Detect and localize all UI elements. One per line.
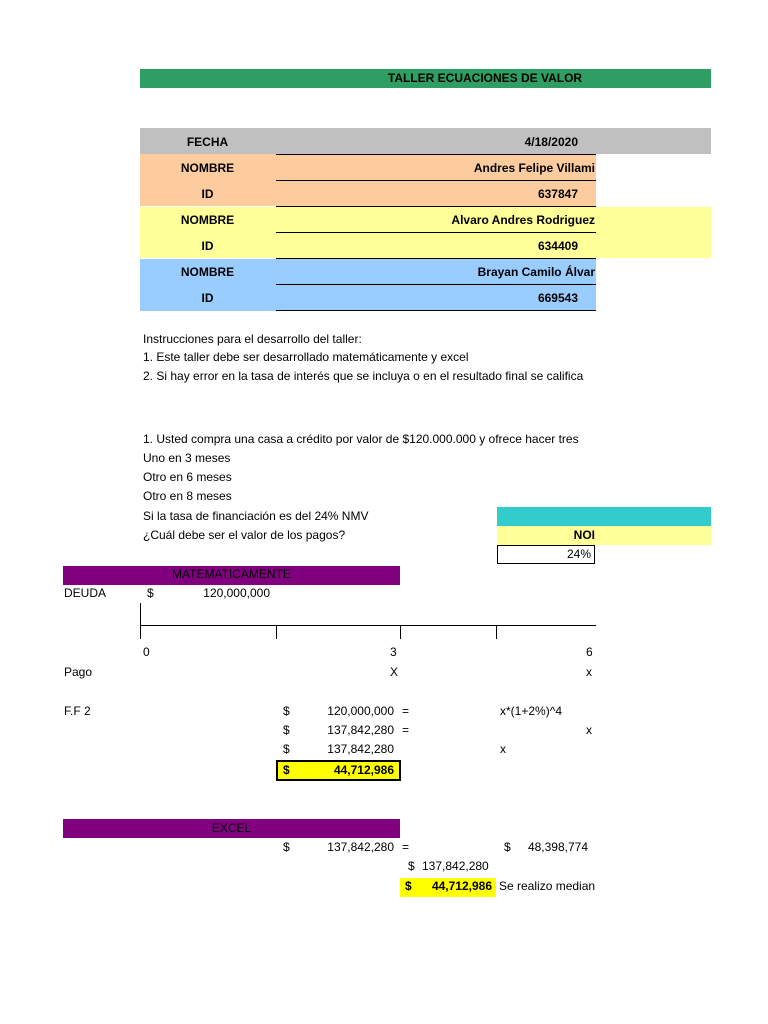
student1-id-label: ID bbox=[201, 187, 214, 201]
rate-label: NOI bbox=[573, 528, 595, 542]
fecha-label: FECHA bbox=[186, 135, 229, 149]
pago-mark-3: X bbox=[390, 665, 399, 679]
page-title: TALLER ECUACIONES DE VALOR bbox=[387, 71, 583, 85]
excel-mid-currency: $ bbox=[408, 859, 415, 873]
student3-id-label: ID bbox=[201, 291, 214, 305]
timeline-tick bbox=[400, 625, 401, 639]
pago-mark-6: x bbox=[586, 665, 592, 679]
divider bbox=[276, 154, 596, 155]
excel-note: Se realizo median bbox=[499, 879, 595, 893]
student2-id: 634409 bbox=[537, 239, 578, 253]
divider bbox=[276, 232, 596, 233]
pago-label: Pago bbox=[64, 665, 93, 679]
ff-row-currency: $ bbox=[283, 742, 290, 756]
divider bbox=[276, 180, 596, 181]
excel-result-currency: $ bbox=[405, 879, 412, 893]
ff-row-expr: x bbox=[586, 723, 592, 737]
ff-row-value: 137,842,280 bbox=[327, 723, 394, 737]
student2-name: Alvaro Andres Rodriguez bbox=[451, 213, 595, 227]
excel-header: EXCEL bbox=[211, 821, 252, 835]
student1-name: Andres Felipe Villami bbox=[473, 161, 595, 175]
timeline-label-6: 6 bbox=[586, 645, 593, 659]
excel-row-value: 137,842,280 bbox=[327, 840, 394, 854]
student3-name-label: NOMBRE bbox=[180, 265, 235, 279]
student1-name-label: NOMBRE bbox=[180, 161, 235, 175]
problem-line-2: Uno en 3 meses bbox=[143, 451, 231, 465]
divider bbox=[276, 310, 596, 311]
problem-line-6: ¿Cuál debe ser el valor de los pagos? bbox=[143, 528, 346, 542]
rate-header-cell bbox=[497, 507, 711, 526]
ff-row-value: 137,842,280 bbox=[327, 742, 394, 756]
mat-header: MATEMATICAMENTE bbox=[172, 567, 291, 581]
ff-row-eq: = bbox=[402, 723, 410, 737]
ff-row-expr: x*(1+2%)^4 bbox=[500, 704, 562, 718]
excel-row-eq: = bbox=[402, 840, 410, 854]
student2-id-label: ID bbox=[201, 239, 214, 253]
timeline-start bbox=[140, 603, 141, 639]
deuda-currency: $ bbox=[147, 586, 154, 600]
ff-row-currency: $ bbox=[283, 704, 290, 718]
problem-line-1: 1. Usted compra una casa a crédito por valor de $120.000.000 y ofrece hacer tres bbox=[143, 432, 579, 446]
excel-row2-value: 48,398,774 bbox=[527, 840, 588, 854]
excel-row-currency: $ bbox=[283, 840, 290, 854]
ff-row-currency: $ bbox=[283, 723, 290, 737]
instructions-line-2: 2. Si hay error en la tasa de interés que se incluya o en el resultado final se califica bbox=[143, 369, 584, 383]
timeline-label-3: 3 bbox=[390, 645, 397, 659]
ff-label: F.F 2 bbox=[64, 704, 91, 718]
deuda-value: 120,000,000 bbox=[203, 586, 270, 600]
mat-result-value: 44,712,986 bbox=[333, 763, 394, 777]
rate-value: 24% bbox=[566, 547, 591, 561]
fecha-value: 4/18/2020 bbox=[524, 135, 578, 149]
student2-name-label: NOMBRE bbox=[180, 213, 235, 227]
timeline-axis bbox=[140, 625, 596, 626]
problem-line-5: Si la tasa de financiación es del 24% NMV bbox=[143, 509, 369, 523]
excel-mid-value: 137,842,280 bbox=[422, 859, 489, 873]
problem-line-3: Otro en 6 meses bbox=[143, 470, 232, 484]
student3-name: Brayan Camilo Álvar bbox=[477, 265, 595, 279]
instructions-heading: Instrucciones para el desarrollo del taller: bbox=[143, 332, 362, 346]
ff-row-value: 120,000,000 bbox=[327, 704, 394, 718]
instructions-line-1: 1. Este taller debe ser desarrollado matemáticamente y excel bbox=[143, 350, 469, 364]
divider bbox=[276, 284, 596, 285]
excel-result-value: 44,712,986 bbox=[431, 879, 492, 893]
deuda-label: DEUDA bbox=[64, 586, 107, 600]
timeline-label-0: 0 bbox=[143, 645, 150, 659]
excel-row2-currency: $ bbox=[504, 840, 511, 854]
ff-row-expr: x bbox=[500, 742, 506, 756]
mat-result-currency: $ bbox=[283, 763, 290, 777]
timeline-tick bbox=[276, 625, 277, 639]
student1-id: 637847 bbox=[537, 187, 578, 201]
ff-row-eq: = bbox=[402, 704, 410, 718]
student3-id: 669543 bbox=[537, 291, 578, 305]
timeline-tick bbox=[496, 625, 497, 639]
problem-line-4: Otro en 8 meses bbox=[143, 489, 232, 503]
